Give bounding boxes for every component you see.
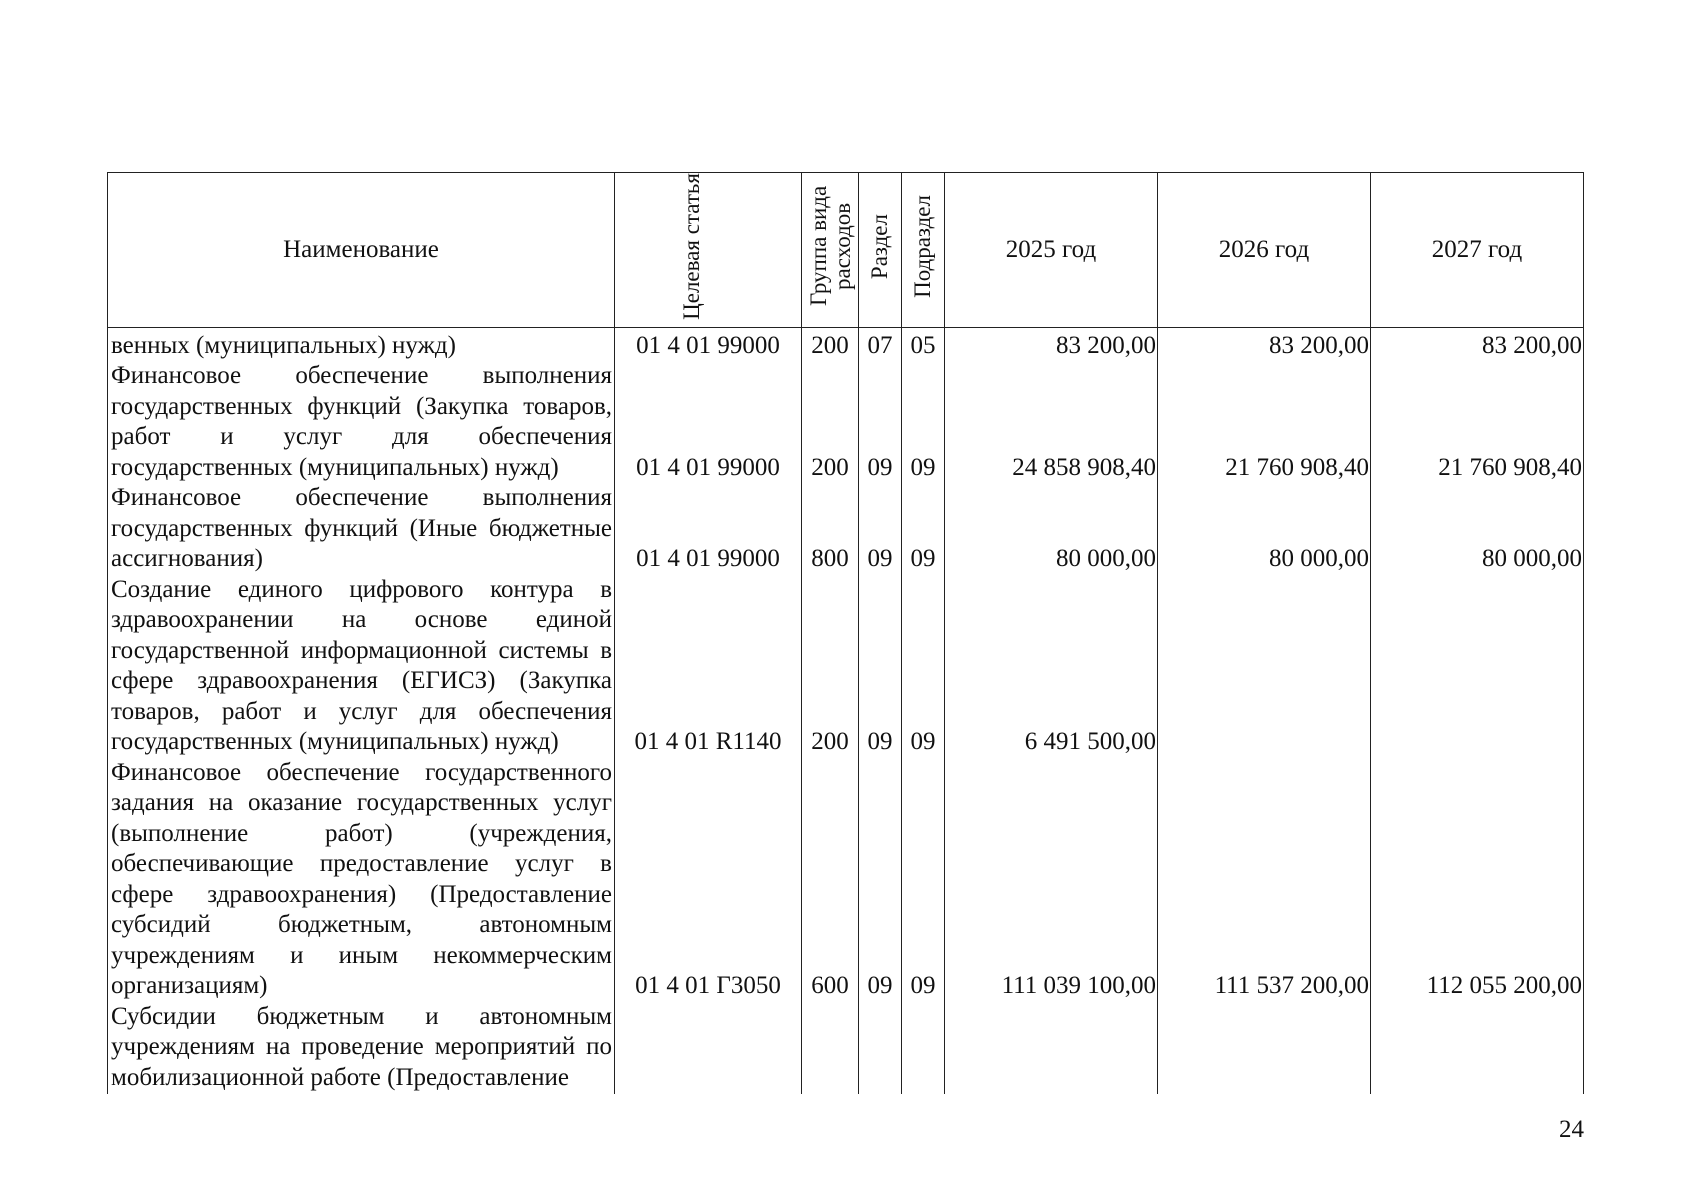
row-section bbox=[859, 1002, 902, 1094]
header-row bbox=[108, 173, 1584, 328]
row-group: 600 bbox=[802, 758, 859, 1002]
row-section: 07 bbox=[859, 327, 902, 361]
header-2026: 2026 год bbox=[1158, 173, 1371, 328]
row-2026: 83 200,00 bbox=[1158, 327, 1371, 361]
row-code bbox=[615, 1002, 802, 1094]
row-2027: 112 055 200,00 bbox=[1371, 758, 1584, 1002]
row-subsection bbox=[902, 1002, 945, 1094]
row-subsection: 05 bbox=[902, 327, 945, 361]
header-subsection: Подраздел bbox=[902, 173, 945, 328]
table-row bbox=[108, 758, 1584, 1002]
table-row bbox=[108, 361, 1584, 483]
row-subsection: 09 bbox=[902, 483, 945, 575]
row-2025: 24 858 908,40 bbox=[945, 361, 1158, 483]
row-2026: 80 000,00 bbox=[1158, 483, 1371, 575]
header-2027: 2027 год bbox=[1371, 173, 1584, 328]
row-2025: 80 000,00 bbox=[945, 483, 1158, 575]
row-subsection: 09 bbox=[902, 361, 945, 483]
header-section: Раздел bbox=[859, 173, 902, 328]
row-code: 01 4 01 Г3050 bbox=[615, 758, 802, 1002]
row-group: 200 bbox=[802, 361, 859, 483]
table-row bbox=[108, 327, 1584, 361]
row-2027 bbox=[1371, 1002, 1584, 1094]
row-2025: 111 039 100,00 bbox=[945, 758, 1158, 1002]
row-2026 bbox=[1158, 1002, 1371, 1094]
row-group: 800 bbox=[802, 483, 859, 575]
row-name: Финансовое обеспечение выполнения государственных функций (Закупка товаров, работ и услуг для обеспечения государственных (муниципальных) нужд) bbox=[108, 361, 615, 483]
row-name: венных (муниципальных) нужд) bbox=[108, 327, 615, 361]
row-section: 09 bbox=[859, 575, 902, 758]
row-section: 09 bbox=[859, 758, 902, 1002]
budget-table bbox=[107, 172, 1584, 1094]
header-code: Целевая статья bbox=[615, 173, 802, 328]
row-2026 bbox=[1158, 575, 1371, 758]
row-2026: 21 760 908,40 bbox=[1158, 361, 1371, 483]
row-group: 200 bbox=[802, 327, 859, 361]
row-2027: 80 000,00 bbox=[1371, 483, 1584, 575]
row-2027: 21 760 908,40 bbox=[1371, 361, 1584, 483]
row-name: Финансовое обеспечение государственного задания на оказание государственных услуг (выполнение работ) (учреждения, обеспечивающие предоставление услуг в сфере здравоохранения) (Предоставление субсидий бюджетным, автономным учреждениям и иным некоммерческим организациям) bbox=[108, 758, 615, 1002]
header-name: Наименование bbox=[108, 173, 615, 328]
row-name: Финансовое обеспечение выполнения государственных функций (Иные бюджетные ассигнования) bbox=[108, 483, 615, 575]
page-number: 24 bbox=[1559, 1116, 1584, 1143]
row-code: 01 4 01 99000 bbox=[615, 361, 802, 483]
row-code: 01 4 01 R1140 bbox=[615, 575, 802, 758]
row-2026: 111 537 200,00 bbox=[1158, 758, 1371, 1002]
row-2025 bbox=[945, 1002, 1158, 1094]
row-name: Создание единого цифрового контура в здравоохранении на основе единой государственной информационной системы в сфере здравоохранения (ЕГИСЗ) (Закупка товаров, работ и услуг для обеспечения государственных (муниципальных) нужд) bbox=[108, 575, 615, 758]
table-row bbox=[108, 575, 1584, 758]
row-section: 09 bbox=[859, 361, 902, 483]
header-group: Группа вида расходов bbox=[802, 173, 859, 328]
header-2025: 2025 год bbox=[945, 173, 1158, 328]
row-group bbox=[802, 1002, 859, 1094]
row-2025: 83 200,00 bbox=[945, 327, 1158, 361]
row-subsection: 09 bbox=[902, 758, 945, 1002]
row-2027: 83 200,00 bbox=[1371, 327, 1584, 361]
table-row bbox=[108, 1002, 1584, 1094]
row-group: 200 bbox=[802, 575, 859, 758]
row-code: 01 4 01 99000 bbox=[615, 327, 802, 361]
row-2025: 6 491 500,00 bbox=[945, 575, 1158, 758]
row-2027 bbox=[1371, 575, 1584, 758]
table-row bbox=[108, 483, 1584, 575]
row-code: 01 4 01 99000 bbox=[615, 483, 802, 575]
row-name: Субсидии бюджетным и автономным учреждениям на проведение мероприятий по мобилизационной работе (Предоставление bbox=[108, 1002, 615, 1094]
row-section: 09 bbox=[859, 483, 902, 575]
row-subsection: 09 bbox=[902, 575, 945, 758]
